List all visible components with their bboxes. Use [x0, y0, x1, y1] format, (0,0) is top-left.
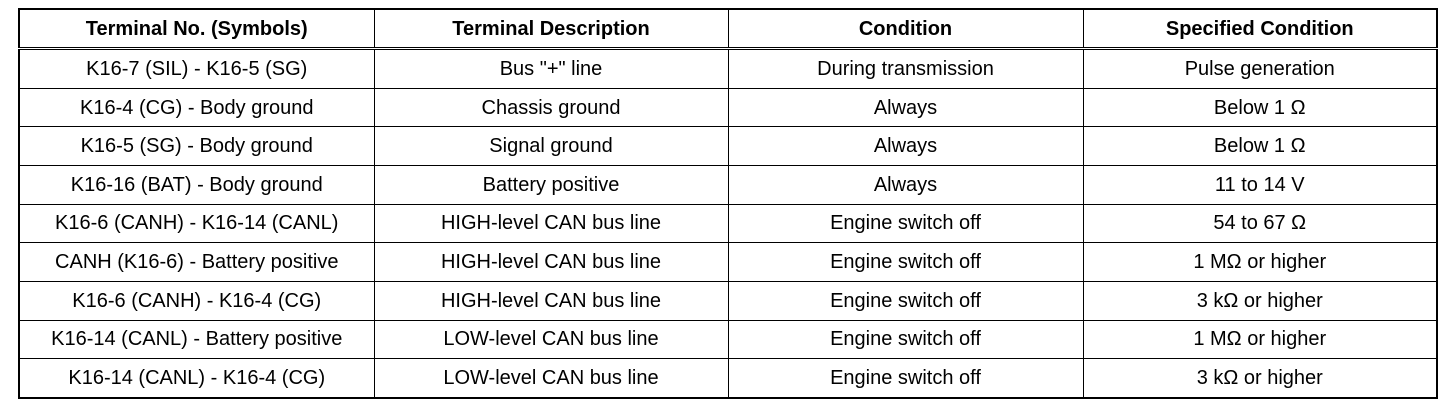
cell-specified: Below 1 Ω [1083, 127, 1437, 166]
cell-condition: During transmission [728, 49, 1083, 89]
cell-specified: Pulse generation [1083, 49, 1437, 89]
cell-terminal: K16-6 (CANH) - K16-4 (CG) [19, 281, 374, 320]
cell-specified: 54 to 67 Ω [1083, 204, 1437, 243]
cell-condition: Always [728, 165, 1083, 204]
cell-condition: Engine switch off [728, 359, 1083, 398]
table-row [19, 243, 1437, 282]
cell-specified: 1 MΩ or higher [1083, 243, 1437, 282]
cell-terminal: K16-4 (CG) - Body ground [19, 88, 374, 127]
table-row [19, 49, 1437, 89]
cell-terminal: K16-7 (SIL) - K16-5 (SG) [19, 49, 374, 89]
cell-terminal: K16-14 (CANL) - K16-4 (CG) [19, 359, 374, 398]
cell-description: Chassis ground [374, 88, 728, 127]
terminal-spec-table [18, 8, 1438, 399]
header-specified-condition: Specified Condition [1083, 9, 1437, 49]
terminal-spec-table-container [18, 8, 1436, 399]
cell-description: Bus "+" line [374, 49, 728, 89]
table-header [19, 9, 1437, 49]
cell-condition: Engine switch off [728, 281, 1083, 320]
cell-specified: 3 kΩ or higher [1083, 359, 1437, 398]
cell-description: LOW-level CAN bus line [374, 359, 728, 398]
cell-description: HIGH-level CAN bus line [374, 243, 728, 282]
cell-specified: Below 1 Ω [1083, 88, 1437, 127]
cell-condition: Engine switch off [728, 243, 1083, 282]
table-row [19, 127, 1437, 166]
cell-description: HIGH-level CAN bus line [374, 204, 728, 243]
header-terminal-no: Terminal No. (Symbols) [19, 9, 374, 49]
cell-description: LOW-level CAN bus line [374, 320, 728, 359]
cell-description: Signal ground [374, 127, 728, 166]
cell-specified: 11 to 14 V [1083, 165, 1437, 204]
table-body [19, 49, 1437, 399]
table-row [19, 204, 1437, 243]
cell-specified: 1 MΩ or higher [1083, 320, 1437, 359]
cell-specified: 3 kΩ or higher [1083, 281, 1437, 320]
cell-condition: Always [728, 127, 1083, 166]
cell-terminal: K16-14 (CANL) - Battery positive [19, 320, 374, 359]
table-row [19, 165, 1437, 204]
cell-terminal: K16-6 (CANH) - K16-14 (CANL) [19, 204, 374, 243]
table-row [19, 320, 1437, 359]
cell-description: Battery positive [374, 165, 728, 204]
cell-description: HIGH-level CAN bus line [374, 281, 728, 320]
cell-condition: Engine switch off [728, 320, 1083, 359]
cell-condition: Always [728, 88, 1083, 127]
cell-terminal: K16-5 (SG) - Body ground [19, 127, 374, 166]
cell-terminal: K16-16 (BAT) - Body ground [19, 165, 374, 204]
header-condition: Condition [728, 9, 1083, 49]
table-row [19, 359, 1437, 398]
cell-terminal: CANH (K16-6) - Battery positive [19, 243, 374, 282]
table-row [19, 88, 1437, 127]
header-terminal-description: Terminal Description [374, 9, 728, 49]
table-row [19, 281, 1437, 320]
header-row [19, 9, 1437, 49]
cell-condition: Engine switch off [728, 204, 1083, 243]
